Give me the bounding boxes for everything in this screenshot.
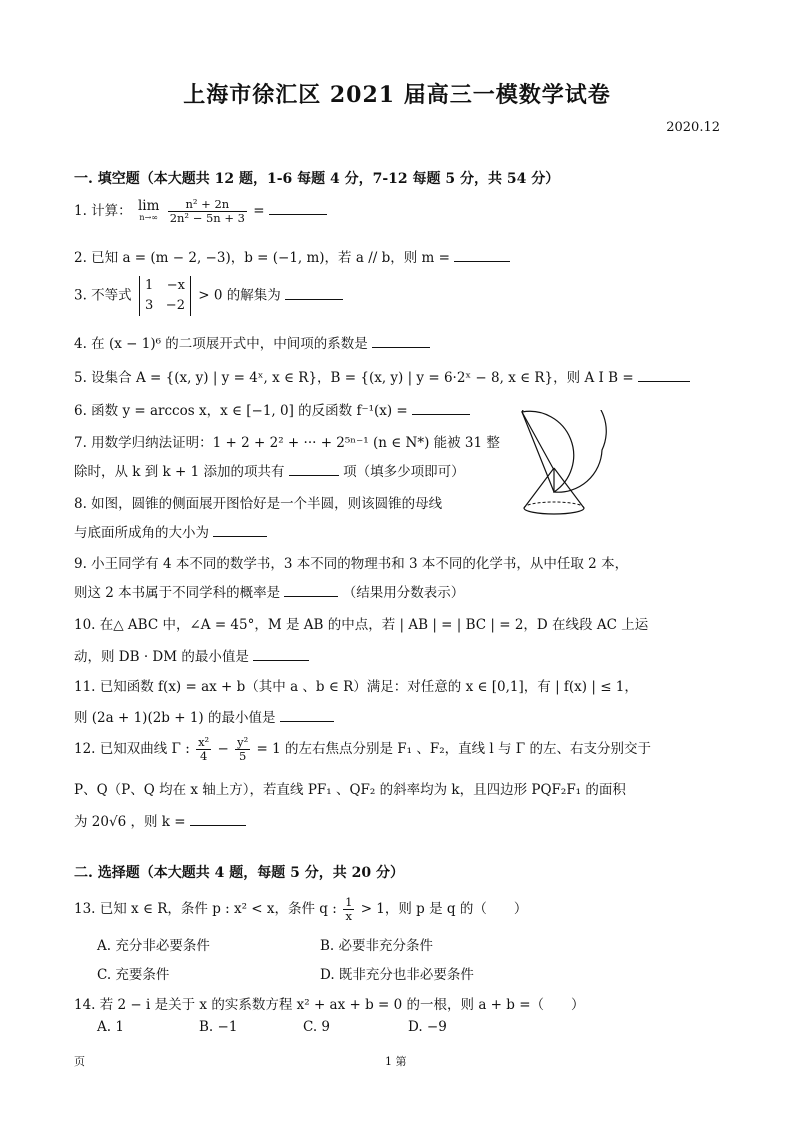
answer-blank bbox=[213, 536, 267, 537]
question-10-line-1: 10. 在△ ABC 中，∠A = 45°，M 是 AB 的中点，若 | AB | = | BC | = 2，D 在线段 AC 上运 bbox=[74, 617, 649, 633]
answer-blank bbox=[412, 414, 470, 415]
q14-option-d: D. −9 bbox=[408, 1019, 447, 1035]
answer-blank bbox=[190, 825, 246, 826]
question-12-line-1: 12. 已知双曲线 Γ : $\frac{\text{x²}}{4}$ − $\frac{\text{y²}}{5}$ = 1 的左右焦点分别是 F₁ 、F₂，直线 l 与 Γ 的左、右支分别交于 bbox=[74, 735, 651, 763]
q14-option-c: C. 9 bbox=[303, 1019, 331, 1035]
q14-option-b: B. −1 bbox=[199, 1019, 238, 1035]
exam-date: 2020.12 bbox=[666, 120, 720, 135]
answer-blank bbox=[454, 261, 510, 262]
answer-blank bbox=[372, 347, 430, 348]
cone-base-front bbox=[524, 508, 584, 514]
q14-option-a: A. 1 bbox=[97, 1019, 124, 1035]
question-7-line-2: 除时，从 k 到 k + 1 添加的项共有 项（填多少项即可） bbox=[74, 464, 465, 480]
question-10-line-2: 动，则 DB · DM 的最小值是 bbox=[74, 645, 309, 665]
section-2-heading: 二. 选择题（本大题共 4 题，每题 5 分，共 20 分） bbox=[74, 865, 404, 881]
question-9-line-2: 则这 2 本书属于不同学科的概率是 （结果用分数表示） bbox=[74, 585, 465, 601]
q13-option-c: C. 充要条件 bbox=[97, 967, 170, 983]
q13-option-d: D. 既非充分也非必要条件 bbox=[320, 967, 474, 983]
footer-left: 页 bbox=[74, 1055, 85, 1068]
question-12-line-2: P、Q（P、Q 均在 x 轴上方），若直线 PF₁ 、QF₂ 的斜率均为 k，且四边形 PQF₂F₁ 的面积 bbox=[74, 782, 626, 798]
question-8-line-1: 8. 如图，圆锥的侧面展开图恰好是一个半圆，则该圆锥的母线 bbox=[74, 496, 443, 512]
half-circle-sector bbox=[522, 411, 574, 492]
answer-blank bbox=[269, 214, 327, 215]
question-8-line-2: 与底面所成角的大小为 bbox=[74, 521, 267, 541]
q13-option-a: A. 充分非必要条件 bbox=[97, 938, 210, 954]
question-12-line-3: 为 20√6 ，则 k = bbox=[74, 810, 246, 830]
question-14: 14. 若 2 − i 是关于 x 的实系数方程 x² + ax + b = 0 的一根，则 a + b =（ ） bbox=[74, 997, 585, 1013]
answer-blank bbox=[285, 299, 343, 300]
page-title: 上海市徐汇区 2021 届高三一模数学试卷 bbox=[183, 82, 611, 108]
question-13: 13. 已知 x ∈ R，条件 p : x² < x，条件 q : $\frac{1}{x}$ > 1，则 p 是 q 的（ ） bbox=[74, 895, 528, 923]
question-1: 1. 计算： lim n→∞ $\frac{\text{n² + 2n}}{\text{2n² − 5n + 3}}$ = bbox=[74, 198, 327, 225]
question-4: 4. 在 (x − 1)⁶ 的二项展开式中，中间项的系数是 bbox=[74, 332, 430, 352]
footer-page-number: 1 第 bbox=[385, 1055, 407, 1068]
question-11-line-1: 11. 已知函数 f(x) = ax + b（其中 a 、b ∈ R）满足：对任意的 x ∈ [0,1]，有 | f(x) | ≤ 1， bbox=[74, 679, 638, 695]
question-3: 3. 不等式 1 −x 3 −2 > 0 的解集为 bbox=[74, 276, 343, 316]
question-6: 6. 函数 y = arccos x，x ∈ [−1, 0] 的反函数 f⁻¹(x) = bbox=[74, 399, 470, 419]
cone-figure bbox=[514, 410, 610, 530]
determinant: 1 −x 3 −2 bbox=[139, 276, 191, 316]
question-7-line-1: 7. 用数学归纳法证明：1 + 2 + 2² + ··· + 2⁵ⁿ⁻¹ (n ∈ N*) 能被 31 整 bbox=[74, 435, 500, 451]
answer-blank bbox=[289, 475, 339, 476]
answer-blank bbox=[638, 381, 690, 382]
answer-blank bbox=[280, 721, 334, 722]
answer-blank bbox=[284, 596, 338, 597]
answer-blank bbox=[253, 660, 309, 661]
question-11-line-2: 则 (2a + 1)(2b + 1) 的最小值是 bbox=[74, 706, 334, 726]
sector-outline bbox=[522, 410, 606, 492]
question-5: 5. 设集合 A = {(x, y) | y = 4ˣ, x ∈ R}，B = {(x, y) | y = 6·2ˣ − 8, x ∈ R}，则 A I B = bbox=[74, 366, 690, 386]
cone-base-back bbox=[524, 502, 584, 508]
section-1-heading: 一. 填空题（本大题共 12 题，1-6 每题 4 分，7-12 每题 5 分，共 54 分） bbox=[74, 171, 560, 187]
question-9-line-1: 9. 小王同学有 4 本不同的数学书，3 本不同的物理书和 3 本不同的化学书，从中任取 2 本， bbox=[74, 556, 629, 572]
question-2: 2. 已知 a = (m − 2, −3)，b = (−1, m)，若 a // b，则 m = bbox=[74, 246, 510, 266]
q13-option-b: B. 必要非充分条件 bbox=[320, 938, 434, 954]
